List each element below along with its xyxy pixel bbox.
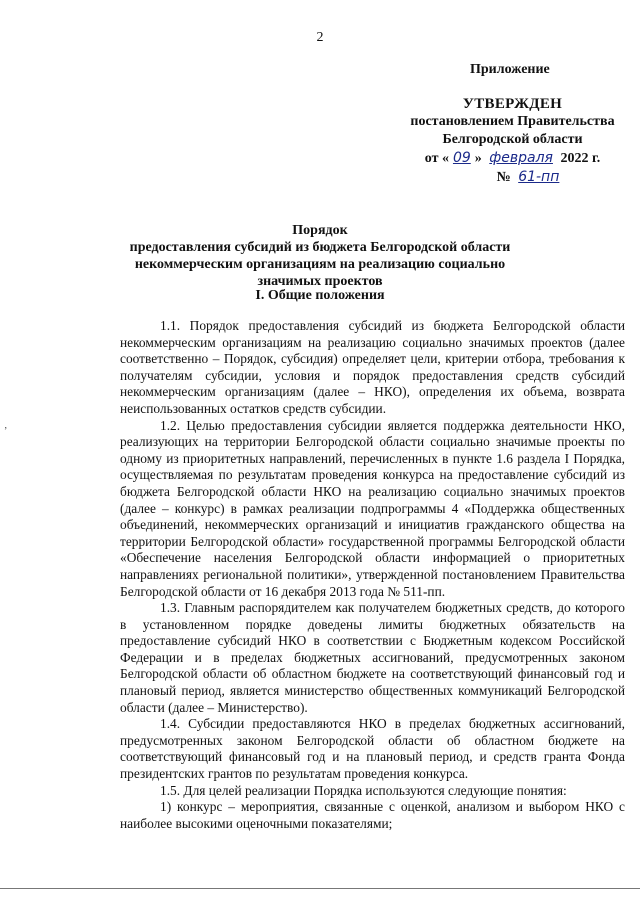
document-body <box>120 318 625 832</box>
approval-line-2: Белгородской области <box>442 132 583 147</box>
approval-number <box>405 168 620 187</box>
paragraph-1-3: 1.3. Главным распорядителем как получателем бюджетных средств, до которого в установленном порядке доведены лимиты бюджетных обязательств на предоставление субсидий НКО в соответствии с Бюджетным кодексом Российской Федерации и в пределах бюджетных ассигнований, предусмотренных законом Белгородской области об областном бюджете на соответствующий финансовый год и плановый период, является министерство общественных коммуникаций Белгородской области (далее – Министерство). <box>120 600 625 715</box>
paragraph-1-5: 1.5. Для целей реализации Порядка используются следующие понятия: <box>160 782 567 798</box>
section-title: I. Общие положения <box>255 288 385 303</box>
number-value: 61-пп <box>518 169 560 185</box>
footer-divider <box>0 888 640 889</box>
title-line-1: Порядок <box>292 223 348 238</box>
page-number: 2 <box>316 30 324 45</box>
date-mid: » <box>474 151 482 166</box>
paragraph-1-2: 1.2. Целью предоставления субсидии является поддержка деятельности НКО, реализующих на территории Белгородской области социально значимые проекты по одному из приоритетных направлений, перечисленных в пункте 1.6 раздела I Порядка, осуществляемая по результатам проведения конкурса на предоставление субсидий из бюджета Белгородской области НКО на реализацию социально значимых проектов (далее – конкурс) в рамках реализации подпрограммы 4 «Поддержка общественных объединений, некоммерческих организаций и инициатив гражданского общества на территории Белгородской области» государственной программы Белгородской области «Обеспечение населения Белгородской области информацией о приоритетных направлениях региональной политики», утвержденной постановлением Правительства Белгородской области от 16 декабря 2013 года № 511-пп. <box>120 417 625 599</box>
approval-line-1: постановлением Правительства <box>410 114 615 129</box>
approval-block <box>405 95 620 187</box>
number-prefix: № <box>496 170 511 185</box>
approval-date <box>405 149 620 168</box>
date-month: февраля <box>489 150 553 166</box>
date-prefix: от « <box>424 151 449 166</box>
title-line-2: предоставления субсидий из бюджета Белгородской области некоммерческим организациям на реализацию социально значимых проектов <box>129 240 511 289</box>
appendix-label: Приложение <box>470 62 550 77</box>
approved-heading: УТВЕРЖДЕН <box>462 96 563 112</box>
paragraph-1-1: 1.1. Порядок предоставления субсидий из бюджета Белгородской области некоммерческим организациям на реализацию социально значимых проектов (далее соответственно – Порядок, субсидия) определяет цели, критерии отбора, требования к получателям субсидии, условия и порядок предоставления средств субсидий некоммерческим организациям (далее – НКО), определения их объема, возврата неиспользованных остатков средств субсидии. <box>120 318 625 416</box>
margin-mark: ʼ <box>4 426 8 437</box>
document-title <box>105 222 535 290</box>
date-day: 09 <box>452 150 471 166</box>
date-year: 2022 г. <box>560 151 601 166</box>
paragraph-1-5-item-1: 1) конкурс – мероприятия, связанные с оценкой, анализом и выбором НКО с наиболее высокими оценочными показателями; <box>120 799 625 831</box>
paragraph-1-4: 1.4. Субсидии предоставляются НКО в пределах бюджетных ассигнований, предусмотренных законом Белгородской области об областном бюджете на соответствующий финансовый год и на плановый период, и средств гранта Фонда президентских грантов по результатам проведения конкурса. <box>120 716 625 782</box>
